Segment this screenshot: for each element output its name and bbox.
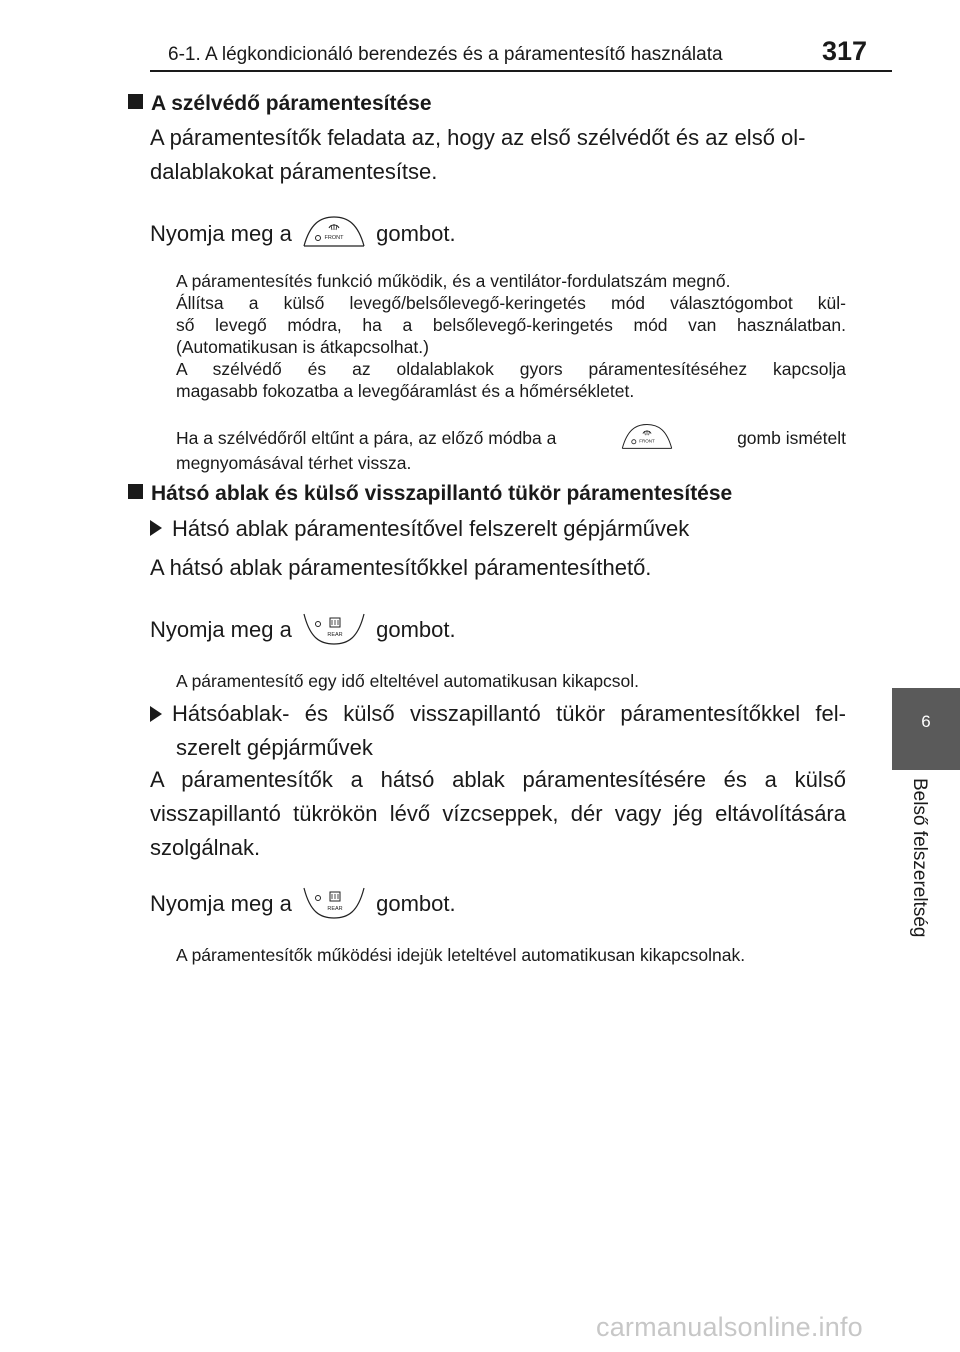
sub-heading-text: szerelt gépjárművek bbox=[176, 735, 373, 760]
note-line: A szélvédő és az oldalablakok gyors páramentesítéséhez kapcsolja bbox=[176, 359, 846, 379]
rear-label: REAR bbox=[327, 906, 343, 913]
section-heading-text: A szélvédő páramentesítése bbox=[151, 92, 432, 115]
return-text: Ha a szélvédőről eltűnt a pára, az előző módba a bbox=[176, 428, 557, 448]
press-text: gombot. bbox=[376, 617, 456, 642]
sub-heading-rear-mirror bbox=[150, 697, 846, 765]
note-line: A páramentesítés funkció működik, és a ventilátor-fordulatszám megnő. bbox=[176, 271, 731, 291]
chapter-label bbox=[900, 776, 940, 966]
section-heading-windshield bbox=[128, 92, 432, 116]
windshield-note bbox=[176, 270, 846, 402]
square-bullet-icon bbox=[128, 94, 143, 109]
press-front-instruction bbox=[150, 217, 456, 252]
press-text: gombot. bbox=[376, 221, 456, 246]
note-line: magasabb fokozatba a levegőáramlást és a hőmérsékletet. bbox=[176, 381, 635, 401]
section-heading-text: Hátsó ablak és külső visszapillantó tükör páramentesítése bbox=[151, 482, 733, 505]
body-line: A páramentesítők a hátsó ablak páramentesítésére és a külső bbox=[150, 767, 846, 792]
section-heading-rear bbox=[128, 482, 732, 506]
rear-mirror-note: A páramentesítők működési idejük leteltével automatikusan kikapcsolnak. bbox=[176, 945, 746, 965]
front-label: FRONT bbox=[638, 438, 655, 444]
sub-heading-text: Hátsó ablak páramentesítővel felszerelt gépjárművek bbox=[172, 516, 690, 541]
triangle-bullet-icon bbox=[150, 520, 162, 536]
return-text: gomb ismételt bbox=[737, 428, 846, 448]
note-line: ső levegő módra, ha a belsőlevegő-keringetés mód van használatban. bbox=[176, 315, 846, 335]
windshield-return-note bbox=[176, 424, 846, 474]
press-rear-instruction-2 bbox=[150, 887, 456, 922]
rear-mirror-body bbox=[150, 763, 846, 865]
watermark: carmanualsonline.info bbox=[596, 1312, 863, 1342]
sub-heading-rear-window bbox=[150, 512, 689, 546]
body-line: szolgálnak. bbox=[150, 835, 261, 860]
chapter-tab[interactable]: 6 bbox=[892, 688, 960, 770]
body-line: visszapillantó tükrökön lévő vízcseppek, dér vagy jég eltávolítására bbox=[150, 801, 846, 826]
front-label: FRONT bbox=[324, 235, 344, 242]
front-defog-button-icon bbox=[302, 214, 366, 248]
front-defog-button-icon bbox=[618, 422, 676, 450]
rear-defog-button-icon bbox=[302, 886, 366, 920]
press-text: Nyomja meg a bbox=[150, 617, 292, 642]
windshield-intro bbox=[150, 121, 850, 189]
intro-line: dalablakokat páramentesítse. bbox=[150, 159, 438, 184]
square-bullet-icon bbox=[128, 484, 143, 499]
sub-heading-text: Hátsóablak- és külső visszapillantó tükör páramentesítőkkel fel- bbox=[172, 701, 846, 726]
page-number: 317 bbox=[822, 36, 868, 66]
rear-defog-button-icon bbox=[302, 612, 366, 646]
return-line: megnyomásával térhet vissza. bbox=[176, 453, 412, 473]
header-rule bbox=[150, 70, 892, 72]
rear-label: REAR bbox=[327, 632, 343, 639]
note-line: Állítsa a külső levegő/belsőlevegő-keringetés mód választógombot kül- bbox=[176, 293, 846, 313]
rear-window-body: A hátsó ablak páramentesítőkkel páramentesíthető. bbox=[150, 555, 652, 580]
press-text: Nyomja meg a bbox=[150, 221, 292, 246]
press-rear-instruction bbox=[150, 613, 456, 648]
chapter-label-text: Belső felszereltség bbox=[909, 778, 930, 938]
press-text: Nyomja meg a bbox=[150, 891, 292, 916]
page-header-title: 6-1. A légkondicionáló berendezés és a páramentesítő használata bbox=[168, 44, 723, 65]
press-text: gombot. bbox=[376, 891, 456, 916]
triangle-bullet-icon bbox=[150, 706, 162, 722]
rear-note: A páramentesítő egy idő elteltével automatikusan kikapcsol. bbox=[176, 671, 640, 691]
note-line: (Automatikusan is átkapcsolhat.) bbox=[176, 337, 429, 357]
intro-line: A páramentesítők feladata az, hogy az első szélvédőt és az első ol- bbox=[150, 125, 806, 150]
